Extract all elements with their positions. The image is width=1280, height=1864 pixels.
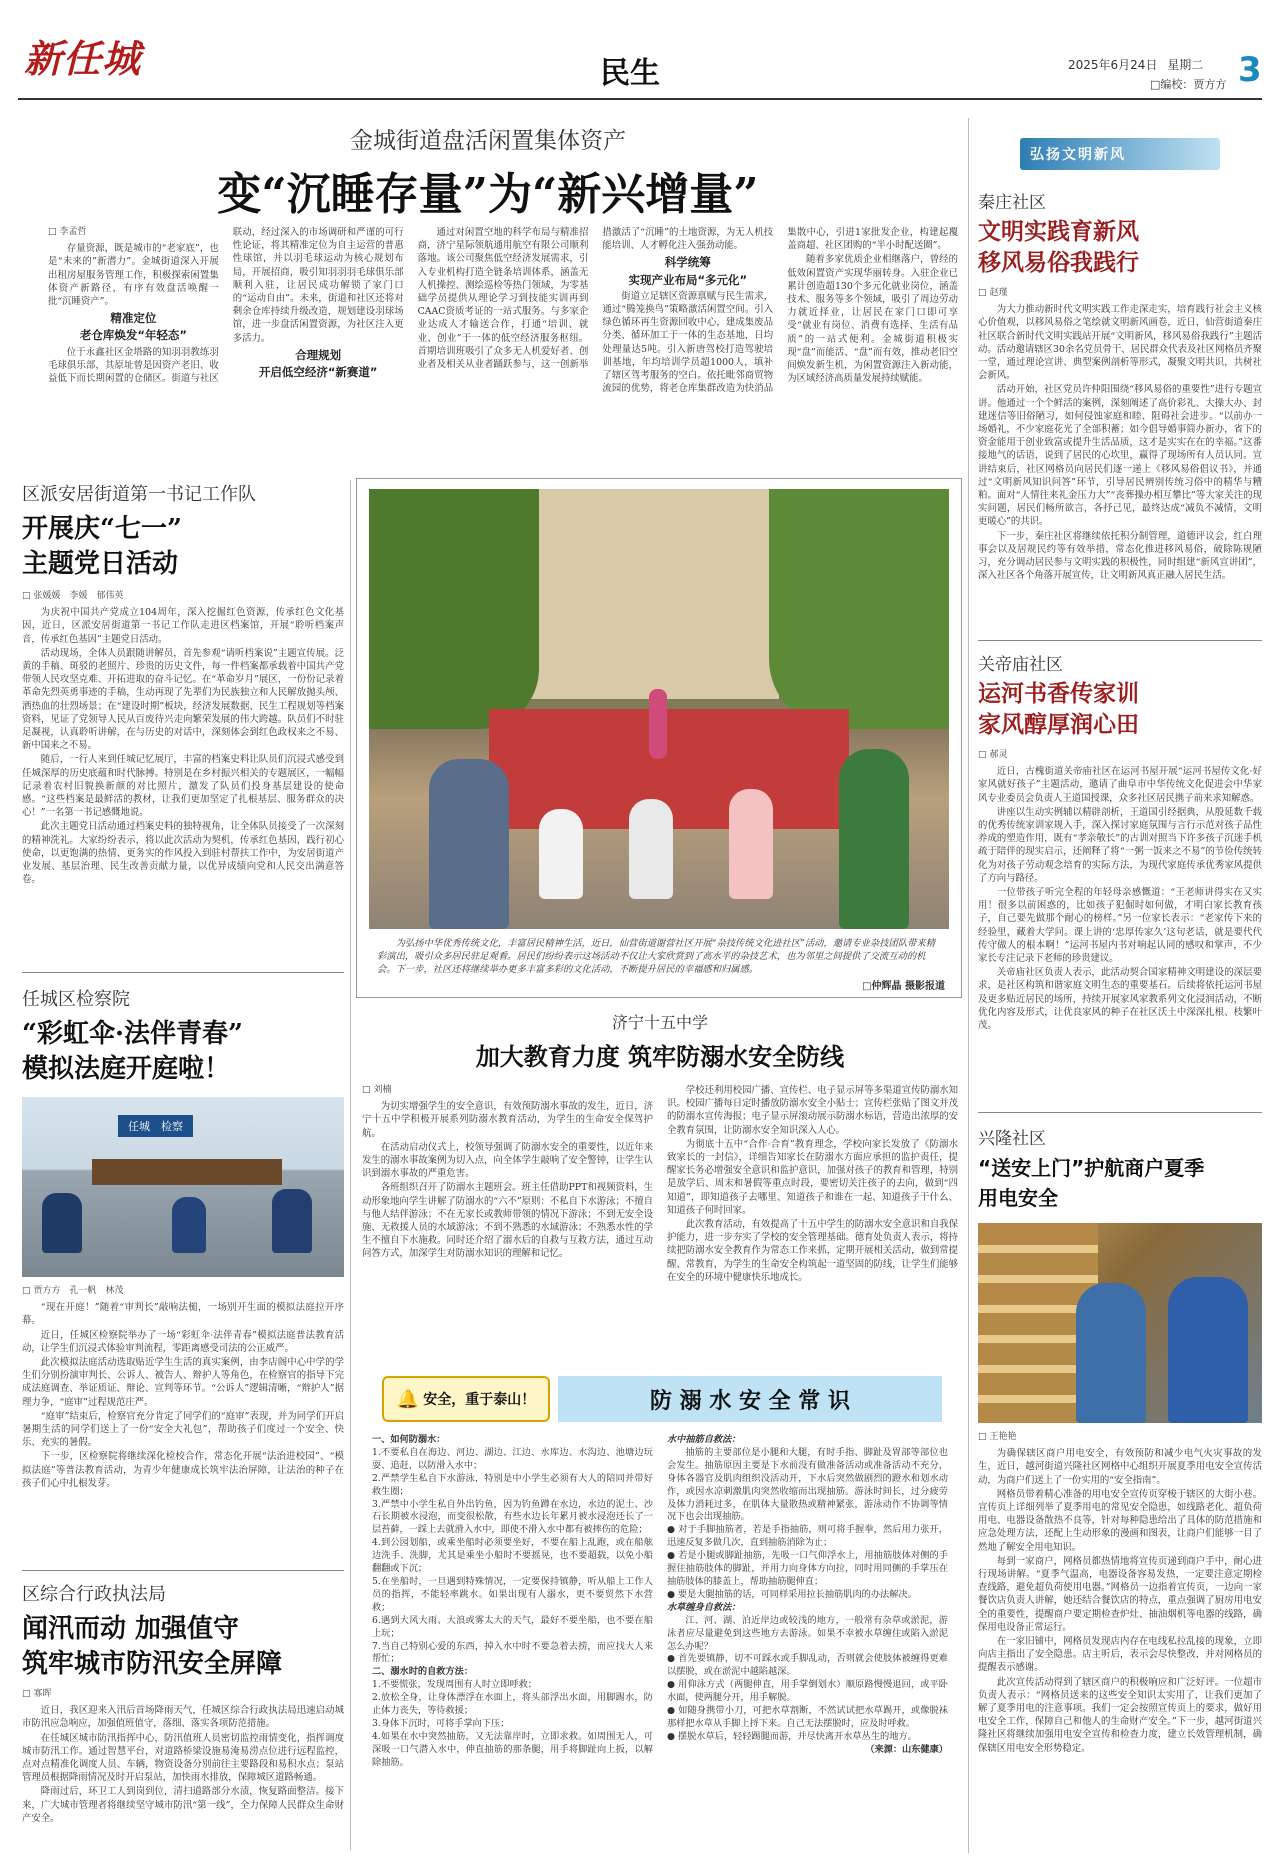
safety-title: 防 溺 水 安 全 常 识 — [650, 1387, 850, 1414]
gdm-paragraph: 讲座以生动实例辅以精辟剖析，王道国引经据典，从殷延数千载的优秀传统家训家规入手，深入探讨家庭氛围与言行示范对孩子品性养成的塑造作用，既有“孝亲敬长”的古训对照当下许多孩子沉迷手机疏于陪伴的现实启示，还阐释了将“一粥一饭来之不易”的节俭传统转化为对孩子劳动观念培育的实际方法，为现代家庭传承优秀家风提供了方向与路径。 — [978, 806, 1262, 884]
lead-subhead: 科学统筹 — [664, 255, 711, 270]
xl-body — [978, 1431, 1262, 1864]
lead-paragraph: 通过对闲置空地的科学布局与精准招商，济宁星际领航通用航空有限公司顺利落地。该公司聚焦低空经济发展需求，引入专业机构打造全链条培训体系，涵盖无人机操控、测绘巡检等热门领域，为零基础学员提供从理论学习到技能实训再到CAAC资质考证的一站式服务。与多家企业达成人才输送合作，打通“培训、就业、创业”于一体的低空经济服务枢纽。首期培训班吸引了众多无人机爱好者、创业者及相关从业者踊跃参与，这一创新举措激活了“沉睡”的土地资源，为无人机技能培训、人才孵化注入强劲动能。 — [417, 227, 774, 371]
safety-item: 2.严禁学生私自下水游泳，特别是中小学生必须有大人的陪同并带好救生圈； — [372, 1472, 653, 1497]
badge-text: 安全，重于泰山！ — [423, 1392, 536, 1408]
lead-paragraph: 位于永鑫社区金塔路的知羽羽教练羽毛球俱乐部，其原址曾是因资产老旧、收益低下而长期闲置的仓储区。街道与社区联动，经过深入的市场调研和严谨的可行性论证，将其精准定位为自主运营的普惠性球馆，并以羽毛球运动为核心规划布局，开展招商，吸引知羽羽羽毛球俱乐部顺利入驻，让居民成功解锁了家门口的“运动自由”。未来，街道和社区还将对剩余仓库持续升级改造，规划建设羽球场馆，进一步盘活闲置资源，为社区注入更多活力。 — [48, 227, 404, 385]
safety-item: 4.如果在水中突然抽筋，又无法靠岸时，立即求救。如周围无人，可深吸一口气潜入水中，伸直抽筋的那条腿，用手将脚趾向上扳，以解除抽筋。 — [372, 1730, 653, 1768]
safety-item: 江、河、湖、泊近岸边或较浅的地方，一般常有杂草或淤泥，游泳者应尽量避免到这些地方去游泳。如果不幸被水草缠住或陷入淤泥怎么办呢？ — [667, 1614, 948, 1652]
paper-logo: 新任城 — [24, 36, 142, 81]
lead-body — [48, 226, 958, 478]
water-paragraph: 学校还利用校园广播、宣传栏、电子显示屏等多渠道宣传防溺水知识。校园广播每日定时播放防溺水安全小贴士；宣传栏张贴了图文并茂的防溺水宣传海报；电子显示屏滚动展示防溺水标语，营造出浓厚的安全教育氛围，让防溺水安全知识深入人心。 — [667, 1085, 958, 1136]
water-title: 加大教育力度 筑牢防溺水安全防线 — [475, 1043, 845, 1071]
lead-subhead: 精准定位 — [110, 311, 157, 326]
safety-item: 3.严禁中小学生私自外出钓鱼，因为钓鱼蹲在水边，水边的泥土、沙石长期被水浸泡，而变很松散，有些水边长年累月被水浸泡还长了一层苔藓，一踩上去就滑入水中，即使不滑入水中都有被摔伤的危险； — [372, 1498, 653, 1536]
xl-paragraph: 网格员带着精心准备的用电安全宣传页穿梭于辖区的大街小巷。宣传页上详细列举了夏季用电的常见安全隐患，如线路老化、超负荷用电、电器设备散热不良等，针对每种隐患给出了具体的防范措施和应急处理方法，还配上生动形象的漫画和图表，让商户们能够一目了然地了解安全用电知识。 — [978, 1488, 1262, 1553]
proc-paragraph: “现在开庭！”随着“审判长”敲响法槌，一场别开生面的模拟法庭拉开序幕。 — [22, 1302, 344, 1327]
safety-item: 1.不要私自在海边、河边、湖边、江边、水库边、水沟边、池塘边玩耍、追赶，以防滑入水中； — [372, 1446, 653, 1471]
safety-heading: 一、如何防溺水： — [372, 1434, 446, 1445]
safety-heading: 水草缠身自救法： — [667, 1601, 741, 1613]
proc-title-2: 模拟法庭开庭啦！ — [22, 1054, 231, 1084]
article-xinglong — [978, 1124, 1262, 1856]
xl-paragraph: 为确保辖区商户用电安全，有效预防和减少电气火灾事故的发生，近日，越河街道兴隆社区网格中心组织开展夏季用电安全宣传活动，为商户们送上了一份实用的“安全指南”。 — [978, 1448, 1262, 1486]
water-paragraph: 为彻底十五中“合作·合育”教育理念，学校向家长发放了《防溺水致家长的一封信》，详细告知家长在防溺水方面应承担的监护责任，提醒家长务必增强安全意识和监护意识，加强对孩子的教育和管理，特别是放学后、周末和暑假等重点时段，要密切关注孩子的去向，做到“四知道”，即知道孩子去哪里、知道孩子和谁在一起、知道孩子干什么、知道孩子何时回家。 — [667, 1138, 958, 1216]
proc-paragraph: 下一步，区检察院将继续深化检校合作，常态化开展“法治进校园”、“模拟法庭”等普法教育活动，为青少年健康成长筑牢法治屏障，让法治的种子在孩子们心中扎根发芽。 — [22, 1451, 344, 1489]
qz-paragraph: 下一步，秦庄社区将继续依托积分制管理，道德评议会，红白理事会以及居规民约等有效举措，常态化推进移风易俗，破除陈规陋习，充分调动居民参与文明实践的积极性，同时组建“新风宣讲团”，深入社区各个角落开展宣传，让文明新风真正融入居民生活。 — [978, 530, 1262, 582]
flood-paragraph: 降雨过后，环卫工人到岗到位，清扫道路部分水渍，恢复路面整洁。接下来，广大城市管理者将继续坚守城市防汛“第一线”，全力保障人民群众生命财产安全。 — [22, 1786, 344, 1824]
flood-paragraph: 在任城区城市防汛指挥中心，防汛值班人员密切监控雨情变化，指挥调度城市防汛工作。通过智慧平台，对道路桥梁设施易淹易涝点位进行远程监控，点对点精准化调度人员、车辆，物资设备分别前往主要路段和易积水点；泵站管理员根据降雨情况及时开启泵站，加快雨水排放，保障城区道路畅通。 — [22, 1732, 344, 1784]
safety-heading: 水中抽筋自救法： — [667, 1434, 741, 1445]
section-rule — [978, 640, 1262, 641]
editor-credit: □编校：贾方方 — [1150, 78, 1227, 91]
safety-badge — [382, 1376, 550, 1422]
water-paragraph: 在活动启动仪式上，校领导强调了防溺水安全的重要性，以近年来发生的溺水事故案例为切入点，向全体学生敲响了安全警钟，让学生认识到溺水事故的严重危害。 — [362, 1141, 653, 1180]
lead-kicker: 金城街道盘活闲置集体资产 — [350, 128, 626, 154]
safety-item: 4.到公园划船，或乘坐船时必须要坐好，不要在船上乱跑，或在船舷边洗手、洗脚，尤其是乘坐小船时不要摇晃，也不要超载，以免小船翻翻或下沉； — [372, 1537, 653, 1575]
lead-author: □ 李孟哲 — [48, 226, 219, 239]
xl-title: “送安上门”护航商户夏季 — [978, 1156, 1205, 1180]
photo-feature — [356, 478, 962, 998]
bell-icon: 🔔 — [396, 1388, 420, 1410]
flood-body — [22, 1688, 344, 1852]
proc-title: “彩虹伞·法伴青春” — [22, 1019, 243, 1049]
gdm-paragraph: 关帝庙社区负责人表示，此活动契合国家精神文明建设的深层要求，是社区构筑和谐家庭文明生态的重要基石。后续将依托运河书屋及更多贴近居民的场所，持续开展家风家教系列文化浸润活动，不断优化内容及形式，让优良家风的种子在社区沃土中深深扎根、枝繁叶茂。 — [978, 967, 1262, 1032]
gdm-body — [978, 749, 1262, 1105]
photo-caption: 为弘扬中华优秀传统文化，丰富居民精神生活，近日，仙营街道谢营社区开展“杂技传统文化进社区”活动，邀请专业杂技团队带来精彩演出，吸引众多居民驻足观看。居民们纷纷表示这场活动不仅让大家欣赏到了高水平的杂技艺术，也为邻里之间提供了交流互动的机会。下一步，社区还将继续举办更多丰富多彩的文化活动，不断提升居民的幸福感和归属感。 — [377, 938, 936, 975]
court-figure — [272, 1189, 312, 1253]
shop-photo — [978, 1223, 1262, 1423]
safety-item: 2.放松全身，让身体漂浮在水面上，将头部浮出水面，用脚踢水，防止体力丧失，等待救援； — [372, 1692, 653, 1717]
article-qinzhuang — [978, 188, 1262, 634]
flood-title-2: 筑牢城市防汛安全屏障 — [22, 1649, 283, 1679]
safety-item: ● 要是大腿抽筋的话，可同样采用拉长抽筋肌肉的办法解决。 — [667, 1588, 917, 1600]
proc-paragraph: “庭审”结束后，检察官充分肯定了同学们的“庭审”表现，并为同学们开启暑期生活的同学们送上了一份“安全大礼包”，帮助孩子们度过一个安全、快乐、充实的暑假。 — [22, 1410, 344, 1449]
safety-item: 5.在坐船时，一旦遇到特殊情况，一定要保持镇静，听从船上工作人员的指挥，不能轻率跳水。如果出现有人溺水，更不要贸然下水营救； — [372, 1575, 653, 1613]
safety-heading: 二、溺水时的自救方法： — [372, 1666, 474, 1678]
lead-subhead: 合理规划 — [295, 347, 342, 362]
gdm-kicker: 关帝庙社区 — [978, 655, 1063, 675]
qz-kicker: 秦庄社区 — [978, 193, 1046, 213]
safety-item: 7.当自己特别心爱的东西，掉入水中时不要急着去捞，而应找大人来帮忙； — [372, 1640, 653, 1665]
anju-kicker: 区派安居街道第一书记工作队 — [22, 484, 256, 505]
anju-paragraph: 此次主题党日活动通过档案史料的独特视角，让全体队员接受了一次深刻的精神洗礼。大家纷纷表示，将以此次活动为契机，传承红色基因，践行初心使命，以更饱满的热情、更务实的作风投入到驻村帮扶工作中，为安居街道产业发展、基层治理、民生改善贡献力量，以优异成绩向党和人民交出满意答卷。 — [22, 821, 344, 886]
qz-title: 文明实践育新风 — [978, 219, 1139, 245]
safety-source: （来源：山东健康） — [865, 1743, 948, 1755]
proc-author: □ 贾方方 孔一帆 林茂 — [22, 1285, 344, 1298]
section-rule — [22, 1570, 344, 1571]
water-paragraph: 各班组织召开了防溺水主题班会。班主任借助PPT和视频资料，生动形象地向学生讲解了防溺水的“六不”原则：不私自下水游泳；不擅自与他人结伴游泳；不在无家长或教师带领的情况下游泳；不到无安全设施、无救援人员的水域游泳；不到不熟悉的水域游泳；不熟悉水性的学生不擅自下水施救。同时还介绍了溺水后的自救与互救方法，通过互动问答方式，加深学生对防溺水知识的理解和记忆。 — [362, 1182, 653, 1260]
xl-author: □ 王艳艳 — [978, 1431, 1262, 1444]
court-figure — [172, 1197, 206, 1253]
lead-paragraph: 街道立足辖区资源禀赋与民生需求，通过“腾笼换鸟”策略激活闲置空间。引入绿色循环再生资源回收中心，建成集废品分类、循环加工于一体的生态基地，日均处理量达5吨。引入新唐驾校打造驾驶培训基地，年均培训学员超1000人，填补了辖区驾考服务的空白。依托毗邻商贸物流园的优势，将老仓库集群改造为快消品集散中心，引进1家批发企业，构建起覆盖商超、社区团购的“半小时配送圈”。 — [602, 227, 958, 395]
xl-kicker: 兴隆社区 — [978, 1129, 1046, 1149]
court-figure — [42, 1193, 82, 1253]
safety-item: 1.不要慌张，发现周围有人时立即呼救； — [372, 1679, 537, 1691]
court-wall-sign: 任城 检察 — [118, 1115, 193, 1137]
qz-paragraph: 活动开始，社区党员许仲阳围绕“移风易俗的重要性”进行专题宣讲。他通过一个个鲜活的案例，深刻阐述了高价彩礼、大操大办、封建迷信等旧俗陋习，如何侵蚀家庭和睦、阻碍社会进步。“以前办一场婚礼，不少家庭花光了全部积蓄；如今倡导婚事简办新办，省下的资金能用于创业致富或提升生活品质，这才是实实在在的幸福。”这番接地气的话语，说到了居民的心坎里，赢得了现场所有人员认同。宣讲结束后，社区网格员向居民们逐一递上《移风易俗倡议书》，并通过“文明新风知识问答”环节，引导居民辨别传统习俗中的精华与糟粕。面对“人情往来礼金压力大”“丧葬操办相互攀比”等大家关注的现实问题，居民们畅所欲言，各抒己见，最终达成“减负不减情，文明更暖心”的共识。 — [978, 384, 1262, 528]
anju-paragraph: 为庆祝中国共产党成立104周年，深入挖掘红色资源，传承红色文化基因，近日，区派安居街道第一书记工作队走进区档案馆，开展“聆听档案声音，传承红色基因”主题党日活动。 — [22, 607, 344, 645]
qz-title-2: 移风易俗我践行 — [978, 250, 1139, 276]
lead-article — [18, 108, 958, 428]
article-procuratorate — [22, 985, 344, 1560]
court-photo — [22, 1097, 344, 1277]
section-title: 民生 — [600, 56, 660, 91]
article-guandimiao — [978, 650, 1262, 1106]
tree — [369, 489, 539, 729]
performer — [649, 689, 667, 759]
anju-paragraph: 随后，一行人来到任城记忆展厅，丰富的档案史料让队员们沉浸式感受到任城深厚的历史底蕴和时代脉搏。特别是在乡村振兴相关的专题展区，一幅幅记录着农村旧貌换新颜的对比照片，激发了队员们投身基层建设的使命感。“这些档案是最鲜活的教材，让我们更加坚定了扎根基层、服务群众的决心！”一名第一书记感慨地说。 — [22, 754, 344, 819]
date-text: 2025年6月24日 — [1068, 58, 1158, 72]
audience-adult — [429, 759, 509, 929]
proc-body — [22, 1285, 344, 1551]
column-divider — [968, 118, 969, 1853]
xl-paragraph: 每到一家商户，网格员都热情地将宣传页递到商户手中，耐心进行现场讲解。“夏季气温高，电器设备容易发热，一定要注意定期检查线路，避免超负荷使用电器。”网格员一边指着宣传页，一边向一家餐饮店负责人讲解，她还结合餐饮店的特点，重点强调了厨房用电安全的重要性，提醒商户要定期检查炉灶、抽油烟机等电器的线路，确保用电设备正常运行。 — [978, 1555, 1262, 1633]
qz-paragraph: 为大力推动新时代文明实践工作走深走实，培育践行社会主义核心价值观，以移风易俗之笔绘就文明新风画卷，近日，仙营街道秦庄社区联合新时代文明实践站开展“文明新风，移风易俗我践行”主题活动。活动邀请辖区30余名党员骨干、居民群众代表及社区网格员齐聚一堂，通过理论宣讲、典型案例剖析等形式，凝聚文明共识，共树社会新风。 — [978, 304, 1262, 382]
page-number: 3 — [1238, 50, 1262, 90]
safety-item: 抽筋的主要部位是小腿和大腿，有时手指、脚趾及胃部等部位也会发生。抽筋原因主要是下水前没有做准备活动或准备活动不充分，身体各器官及肌肉组织没活动开，下水后突然做剧烈的蹬水和划水动作，或因水凉刺激肌肉突然收缩而出现抽筋。游泳时间长，过分疲劳及体力消耗过多，在肌体大量散热或精神紧张，游泳动作不协调等情况下也会出现抽筋。 — [667, 1446, 948, 1523]
xl-paragraph: 在一家旧铺中，网格员发现店内存在电线私拉乱接的现象，立即向店主指出了安全隐患。店主听后，表示会尽快整改，并对网格员的提醒表示感谢。 — [978, 1636, 1262, 1674]
flood-kicker: 区综合行政执法局 — [22, 1584, 166, 1605]
safety-item: ● 如随身携带小刀，可把水草割断，不然试试把水草踢开，或像脱袜那样把水草从手脚上捋下来。自己无法摆脱时，应及时呼救。 — [667, 1705, 948, 1729]
water-author: □ 刘楠 — [362, 1084, 653, 1097]
tree — [769, 489, 949, 729]
qz-body — [978, 287, 1262, 631]
safety-item: ● 若是小腿或脚趾抽筋，先吸一口气仰浮水上，用抽筋肢体对侧的手握住抽筋肢体的脚趾，并用力向身体方向拉，同时用同侧的手掌压在抽筋肢体的膝盖上，帮助抽筋腿伸直； — [667, 1550, 948, 1587]
gdm-author: □ 郝灵 — [978, 749, 1262, 762]
qz-author: □ 赵瑾 — [978, 287, 1262, 300]
anju-body — [22, 590, 344, 942]
gdm-paragraph: 近日，古槐街道关帝庙社区在运河书屋开展“运河书屋传文化·好家风就好孩子”主题活动，邀请了曲阜市中华传统文化促进会中华家风专业委员会负责人王道国授课，众多社区居民携子前来求知解惑。 — [978, 766, 1262, 804]
masthead-rule — [18, 98, 1262, 100]
flood-paragraph: 近日，我区迎来入汛后首场降雨天气，任城区综合行政执法局迅速启动城市防汛应急响应，加强值班值守，落细、落实各项防范措施。 — [22, 1705, 344, 1730]
section-rule — [22, 972, 344, 973]
lead-subhead: 实现产业布局“多元化” — [628, 272, 748, 287]
building — [519, 489, 779, 699]
xl-title-2: 用电安全 — [978, 1186, 1058, 1210]
shopkeeper-figure — [1076, 1283, 1146, 1423]
flood-title: 闻汛而动 加强值守 — [22, 1614, 240, 1644]
safety-item: ● 对于手脚抽筋者，若是手指抽筋，则可将手握拳，然后用力张开，迅速反复多做几次，直到抽筋消除为止； — [667, 1524, 948, 1549]
gdm-paragraph: 一位带孩子听完全程的年轻母亲感慨道：“王老师讲得实在又实用！很多以前困惑的，比如孩子犯倔时如何做，才明白家长教育孩子，自己要先做那个耐心的榜样。”另一位家长表示：“老家传下来的经验里，藏着大学问。课上讲的‘忠厚传家久’这句老话，就是要代代传守做人的根本啊！”运河书屋内书对响起认同的感叹和掌声，不少家长专注记录下老师的珍贵建议。 — [978, 887, 1262, 965]
issue-date — [1068, 56, 1203, 73]
lead-subhead: 开启低空经济“新赛道” — [258, 365, 378, 380]
audience-adult — [839, 749, 909, 929]
gdm-title-2: 家风醇厚润心田 — [978, 712, 1139, 738]
safety-item: ● 首先要镇静，切不可踩水或手脚乱动，否则就会使肢体被缠得更难以摆脱，或在淤泥中越陷越深。 — [667, 1653, 948, 1678]
banner-text: 弘扬文明新风 — [1030, 147, 1126, 163]
safety-body — [372, 1434, 948, 1852]
audience-child — [729, 789, 773, 899]
flood-author: □ 寡晖 — [22, 1688, 344, 1701]
article-anju — [22, 480, 344, 950]
anju-title: 开展庆“七一” — [22, 514, 182, 544]
safety-title-bar — [558, 1376, 942, 1422]
water-body — [362, 1084, 958, 1326]
article-flood — [22, 1580, 344, 1860]
safety-item: ● 摆脱水草后，轻轻踢腿而游，并尽快离开水草丛生的地方。 — [667, 1730, 917, 1742]
safety-item: 6.遇到大风大雨、大浪或雾太大的天气，最好不要坐船，也不要在船上玩； — [372, 1614, 653, 1639]
anju-paragraph: 活动现场，全体人员跟随讲解员，首先参观“请听档案说”主题宣传展。泛黄的手稿、斑驳的老照片、珍贵的历史文件，每一件档案都承载着中国共产党带领人民攻坚克难、开拓进取的奋斗记忆。在“革命岁月”展区，一份份记录着革命先烈英勇事迹的手稿，生动再现了先辈们为民族独立和人民解放抛头颅、洒热血的壮烈场景；在“建设时期”板块，经济发展数据、民生工程规划等档案资料，见证了党领导人民从百废待兴走向繁荣发展的伟大跨越。队员们不时驻足凝视，认真聆听讲解，在与历史的对话中，深刻体会到红色政权来之不易、新中国来之不易。 — [22, 647, 344, 752]
anju-title-2: 主题党日活动 — [22, 549, 179, 579]
water-paragraph: 为切实增强学生的安全意识，有效预防溺水事故的发生，近日，济宁十五中学积极开展系列防溺水教育活动，为学生的生命安全保驾护航。 — [362, 1101, 653, 1139]
safety-item: 3.身体下沉时，可将手掌向下压； — [372, 1717, 510, 1729]
proc-kicker: 任城区检察院 — [22, 989, 130, 1010]
lead-title: 变“沉睡存量”为“新兴增量” — [217, 169, 759, 220]
proc-paragraph: 此次模拟法庭活动选取贴近学生生活的真实案例，由李店阁中心中学的学生们分别扮演审判长、公诉人、被告人、辩护人等角色，在检察官的指导下完成法庭调查、举证质证、辩论、宣判等环节。“公诉人”逻辑清晰，“辩护人”据理力争，“庭审”过程规范庄严。 — [22, 1357, 344, 1408]
audience-child — [539, 809, 583, 899]
section-rule — [978, 1112, 1262, 1113]
gdm-title: 运河书香传家训 — [978, 681, 1139, 707]
audience-child — [629, 799, 673, 899]
article-water — [362, 1010, 958, 1350]
safety-box — [362, 1372, 958, 1856]
column-divider — [350, 480, 351, 1850]
court-bench — [92, 1159, 282, 1185]
anju-author: □ 张媛媛 李媛 郁伟英 — [22, 590, 344, 603]
xl-paragraph: 此次宣传活动得到了辖区商户的积极响应和广泛好评。一位超市负责人表示：“网格员送来的这些安全知识太实用了，让我们更加了解了夏季用电的注意事项。我们一定会按照宣传页上的要求，做好用电安全工作，保障自己和他人的生命财产安全。”下一步，越河街道兴隆社区将继续加强用电安全宣传和检查力度，建立长效管理机制，确保辖区用电安全形势稳定。 — [978, 1676, 1262, 1754]
acrobatics-photo — [369, 489, 949, 929]
water-paragraph: 此次教育活动，有效提高了十五中学生的防溺水安全意识和自我保护能力，进一步夯实了学校的安全管理基础。德育处负责人表示，将持续把防溺水安全教育作为常态工作来抓，定期开展相关活动，做到常提醒、常教育，为学生的生命安全构筑起一道坚固的防线，让学生们能够在安全的环境中健康快乐地成长。 — [667, 1219, 958, 1283]
photo-credit: □仲辉晶 摄影报道 — [862, 981, 945, 992]
safety-item: ● 用仰泳方式（两腿伸直，用手掌倒划水）顺原路慢慢退回，或平卧水面，使两腿分开，用手解脱。 — [667, 1679, 948, 1704]
masthead — [0, 0, 1280, 90]
weekday-text: 星期二 — [1167, 58, 1204, 72]
lead-subhead: 老仓库焕发“年轻态” — [79, 328, 187, 343]
lead-paragraph: 随着多家优质企业相继落户，曾经的低效闲置资产实现华丽转身。入驻企业已累计创造超130个多元化就业岗位，涵盖技术、服务等多个领域，吸引了周边劳动力就近择业，让居民在家门口即可享受“就业有岗位、消费有选择、生活有品质”的一站式便利。金城街道积极实现“盘”而能活、“盘”而有效，推动老旧空间焕发新生机，为闲置资源注入新动能，为区域经济高质量发展持续赋能。 — [787, 254, 958, 385]
civility-banner — [1020, 138, 1220, 170]
lead-paragraph: 存量资源，既是城市的“老家底”，也是“未来的”新潜力”。金城街道深入开展出租房屋服务管理工作，积极探索闲置集体资产新路径，有序有效盘活唤醒一批“沉睡资产”。 — [48, 243, 219, 308]
volunteer-figure — [1168, 1277, 1248, 1423]
proc-paragraph: 近日，任城区检察院举办了一场“彩虹伞·法伴青春”模拟法庭普法教育活动，让学生们沉浸式体验审判流程，零距离感受司法的公正威严。 — [22, 1329, 344, 1354]
water-kicker: 济宁十五中学 — [611, 1013, 708, 1032]
